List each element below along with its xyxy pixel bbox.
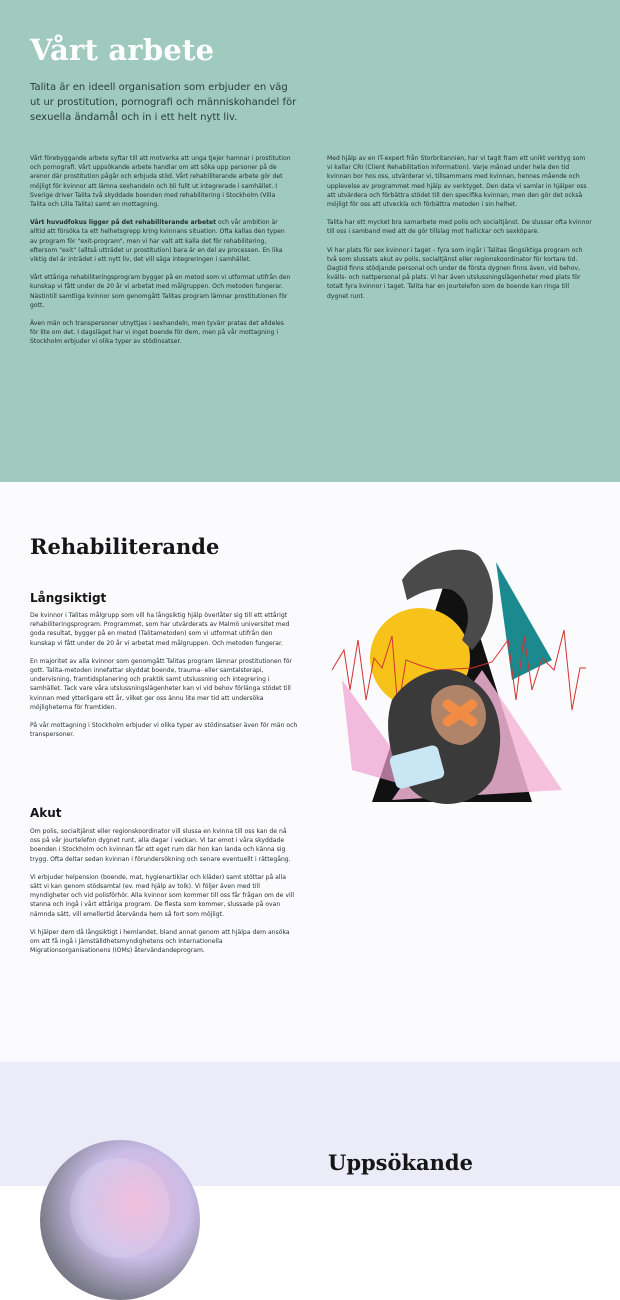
hero-paragraph: Talita har ett mycket bra samarbete med polis och socialtjänst. De slussar ofta kvinnor till oss i samband med att de gör tillslag mot hallickar och sexköpare. — [327, 219, 592, 236]
long-term-paragraph: På vår mottagning i Stockholm erbjuder vi olika typer av stödinsatser även för män och transpersoner. — [30, 722, 298, 739]
acute-paragraph: Vi erbjuder helpension (boende, mat, hygienartiklar och kläder) samt stöttar på alla sätt vi kan genom stödsamtal (ev. med hjälp av tolk). Vi följer även med till myndigheter och vid polisförhör. Alla kvinnor som kommer till oss får frågan om de vill stanna och ingå i vårt ettåriga program. De flesta som kommer, slussade på ovan nämnda sätt, vill emellertid återvända hem så fort som möjligt. — [30, 873, 295, 918]
hero-right-column — [327, 154, 592, 310]
page-title: Vårt arbete — [30, 33, 215, 67]
intro-text: Talita är en ideell organisation som erbjuder en väg ut ur prostitution, pornografi och människohandel för sexuella ändamål och in i ett helt nytt liv. — [30, 82, 297, 123]
hero-left-column — [30, 154, 292, 356]
hero-focus-rest: och vår ambition är alltid att försöka ta ett helhetsgrepp kring kvinnans situation. Ofta kallas den typen av program för "exit-program", men vi har valt att kalla det för rehabilitering, eftersom "exit" (alltså utträdet ur prostitution) bara är en del av processen. En lika viktig del är inträdet i ett nytt liv, det vill säga integreringen i samhället. — [30, 219, 285, 264]
long-term-heading: Långsiktigt — [30, 591, 107, 605]
hero-section — [0, 0, 620, 482]
rehab-collage-image — [332, 540, 586, 826]
hero-paragraph: Vi har plats för sex kvinnor i taget – fyra som ingår i Talitas långsiktiga program och två som slussats akut av polis, socialtjänst eller regionskoordinator för kortare tid. Dagtid finns stödjande personal och under de första dygnen finns även, vid behov, kvälls- och nattpersonal på plats. Vi har även utslussningslägenheter med plats för totalt fyra kvinnor i taget. Talita har en jourtelefon som de boende kan ringa till dygnet runt. — [327, 246, 583, 300]
hero-paragraph: Även män och transpersoner utnyttjas i sexhandeln, men tyvärr pratas det alldeles för lite om det. I dagsläget har vi inget boende för dem, men på vår mottagning i Stockholm erbjuder vi olika typer av stödinsatser. — [30, 320, 284, 346]
long-term-text — [30, 611, 298, 748]
hero-focus-bold: Vårt huvudfokus ligger på det rehabiliterande arbetet — [30, 219, 217, 227]
hero-paragraph — [30, 218, 292, 264]
hero-paragraph: Vårt ettåriga rehabiliteringsprogram bygger på en metod som vi utformat utifrån den kunskap vi fått under de 20 år vi arbetat med målgruppen. Och metoden fungerar. Nästintill samtliga kvinnor som genomgått Talitas program lämnar prostitutionen för gott. — [30, 274, 291, 309]
long-term-paragraph: En majoritet av alla kvinnor som genomgått Talitas program lämnar prostitutionen för gott. Talita-metoden innefattar skyddat boende, trauma- eller samtalsterapi, undervisning, framtidsplanering och praktik samt utslussning och integrering i samhället. Tack vare våra utslussningslägenheter kan vi vid behov förlänga stödet till kvinnan med ytterligare ett år, vilket ger oss ännu lite mer tid att undersöka möjligheterna för framtiden. — [30, 657, 292, 711]
long-term-paragraph: De kvinnor i Talitas målgrupp som vill ha långsiktig hjälp överlåter sig till ett ettårigt rehabiliteringsprogram. Programmet, som har utvärderats av Malmö universitet med goda resultat, bygger på en metod (Talitametoden) som vi utformat utifrån den kunskap vi fått under de 20 år vi arbetat med målgruppen. Och metoden fungerar. — [30, 612, 290, 647]
hero-paragraph: Med hjälp av en IT-expert från Storbritannien, har vi tagit fram ett unikt verktyg som vi kallar CRI (Client Rehabilitation Information). Varje månad under hela den tid kvinnan bor hos oss, utvärderar vi, tillsammans med kvinnan, hennes mående och upplevelse av programmet med hjälp av verktyget. Den data vi samlar in hjälper oss att utvärdera och förbättra stödet till den specifika kvinnan, men den gör det också möjligt för oss att utveckla och förbättra metoden i sin helhet. — [327, 155, 587, 209]
outreach-title: Uppsökande — [328, 1150, 473, 1175]
acute-paragraph: Vi hjälper dem då långsiktigt i hemlandet, bland annat genom att hjälpa dem ansöka om att få ingå i Jämställdhetsmyndighetens och Internationella Migrationsorganisationens (IOMs) återvändandeprogram. — [30, 928, 290, 955]
acute-heading: Akut — [30, 806, 62, 820]
acute-text — [30, 827, 298, 964]
rehab-title: Rehabiliterande — [30, 534, 220, 559]
acute-paragraph: Om polis, socialtjänst eller regionskoordinator vill slussa en kvinna till oss kan de nå oss på vår jourtelefon dygnet runt, alla dagar i veckan. Vi tar emot i våra skyddade boenden i Stockholm och kvinnan får ett eget rum där hon kan landa och känna sig trygg. Ofta deltar sedan kvinnan i förundersökning och senare eventuellt i rättegång. — [30, 828, 291, 863]
teal-triangle — [496, 562, 552, 680]
outreach-circle-highlight — [70, 1158, 170, 1258]
hero-paragraph: Vårt förebyggande arbete syftar till att motverka att unga tjejer hamnar i prostitution och pornografi. Vårt uppsökande arbete handlar om att söka upp personer på de arenor där prostitution pågår och erbjuda stöd. Vårt rehabiliterande arbete gör det möjligt för kvinnor att lämna sexhandeln och bli fullt ut integrerade i samhället. I Sverige driver Talita två skyddade boenden med rehabilitering i Stockholm (Villa Talita och Lilla Talita) samt en mottagning. — [30, 155, 291, 209]
